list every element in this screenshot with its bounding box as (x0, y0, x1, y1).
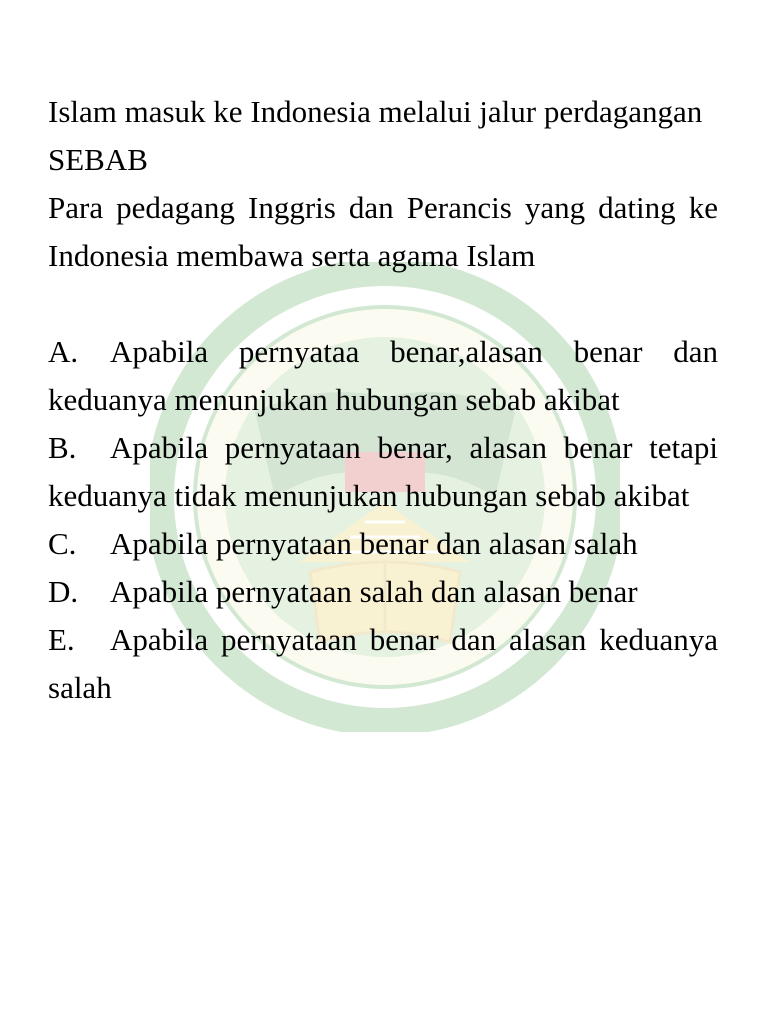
option-e[interactable] (48, 616, 718, 712)
spacer (48, 280, 718, 328)
option-letter: B. (48, 430, 77, 465)
question-reason: Para pedagang Inggris dan Perancis yang dating ke Indonesia membawa serta agama Islam (48, 190, 718, 273)
question-connector: SEBAB (48, 142, 148, 177)
question-content (48, 88, 718, 712)
option-d[interactable] (48, 568, 718, 616)
option-text: Apabila pernyataan benar, alasan benar tetapi keduanya tidak menunjukan hubungan sebab akibat (48, 430, 718, 513)
option-text: Apabila pernyataan benar dan alasan keduanya salah (48, 622, 718, 705)
option-text: Apabila pernyataan benar dan alasan salah (110, 526, 638, 561)
question-statement: Islam masuk ke Indonesia melalui jalur perdagangan (48, 94, 703, 129)
option-letter: D. (48, 574, 79, 609)
option-a[interactable] (48, 328, 718, 424)
option-letter: E. (48, 622, 75, 657)
option-letter: C. (48, 526, 77, 561)
option-text: Apabila pernyataan salah dan alasan benar (110, 574, 638, 609)
option-c[interactable] (48, 520, 718, 568)
option-letter: A. (48, 334, 79, 369)
option-b[interactable] (48, 424, 718, 520)
option-text: Apabila pernyataa benar,alasan benar dan keduanya menunjukan hubungan sebab akibat (48, 334, 718, 417)
